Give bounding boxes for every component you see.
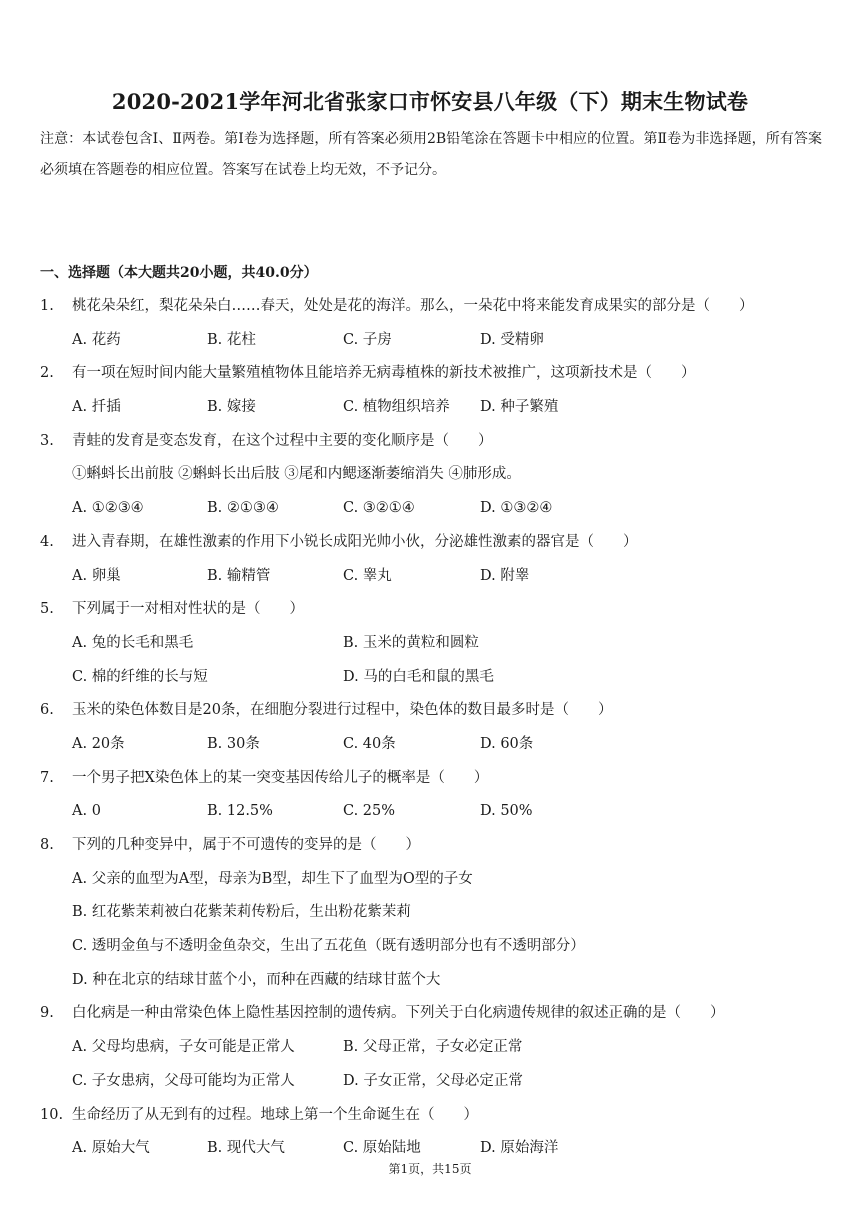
question-6 — [40, 698, 830, 765]
question-stem: 玉米的染色体数目是20条，在细胞分裂进行过程中，染色体的数目最多时是（ ） — [72, 702, 613, 719]
question-stem: 进入青春期，在雄性激素的作用下小锐长成阳光帅小伙，分泌雄性激素的器官是（ ） — [72, 533, 638, 550]
question-number: 2. — [40, 365, 54, 382]
section-title: 一、选择题（本大题共20小题，共40.0分） — [40, 265, 318, 281]
question-number: 10. — [40, 1106, 64, 1123]
option-c: C. ③②①④ — [343, 500, 415, 517]
option-d: D. 受精卵 — [480, 331, 544, 348]
option-a: A. 0 — [72, 803, 101, 820]
question-number: 3. — [40, 432, 54, 449]
option-c: C. 原始陆地 — [343, 1140, 421, 1157]
question-8 — [40, 833, 830, 1001]
option-b: B. 12.5% — [207, 803, 273, 820]
option-a: A. ①②③④ — [72, 500, 144, 517]
question-4 — [40, 530, 830, 597]
option-a: A. 原始大气 — [72, 1140, 150, 1157]
question-list — [40, 294, 830, 1170]
option-c: C. 25% — [343, 803, 396, 820]
option-b: B. ②①③④ — [207, 500, 279, 517]
option-a: A. 20条 — [72, 735, 125, 752]
option-b: B. 父母正常，子女必定正常 — [343, 1039, 523, 1056]
option-c: C. 子女患病，父母可能均为正常人 — [72, 1072, 295, 1089]
question-1 — [40, 294, 830, 361]
option-a: A. 父母均患病，子女可能是正常人 — [72, 1039, 295, 1056]
option-b: B. 花柱 — [207, 331, 256, 348]
option-c: C. 子房 — [343, 331, 392, 348]
question-stem: 一个男子把X染色体上的某一突变基因传给儿子的概率是（ ） — [72, 769, 489, 786]
option-c: C. 透明金鱼与不透明金鱼杂交，生出了五花鱼（既有透明部分也有不透明部分） — [72, 938, 585, 955]
option-c: C. 睾丸 — [343, 567, 392, 584]
question-stem: 生命经历了从无到有的过程。地球上第一个生命诞生在（ ） — [72, 1106, 478, 1123]
option-d: D. 50% — [480, 803, 533, 820]
option-d: D. 马的白毛和鼠的黑毛 — [343, 668, 494, 685]
option-d: D. 附睾 — [480, 567, 530, 584]
option-a: A. 兔的长毛和黑毛 — [72, 634, 194, 651]
exam-notice: 注意：本试卷包含Ⅰ、Ⅱ两卷。第Ⅰ卷为选择题，所有答案必须用2B铅笔涂在答题卡中相应的位置。第Ⅱ卷为非选择题，所有答案必须填在答题卷的相应位置。答案写在试卷上均无效，不予记分。 — [40, 131, 822, 178]
question-stem: 桃花朵朵红，梨花朵朵白……春天，处处是花的海洋。那么，一朵花中将来能发育成果实的部分是（ ） — [72, 298, 754, 314]
option-c: C. 植物组织培养 — [343, 399, 450, 416]
option-a: A. 花药 — [72, 331, 121, 348]
option-a: A. 父亲的血型为A型，母亲为B型，却生下了血型为O型的子女 — [72, 870, 473, 887]
option-b: B. 30条 — [207, 735, 260, 752]
question-number: 8. — [40, 837, 54, 853]
question-number: 4. — [40, 533, 54, 550]
option-b: B. 输精管 — [207, 567, 271, 584]
question-number: 9. — [40, 1005, 54, 1022]
question-number: 7. — [40, 769, 54, 786]
option-d: D. ①③②④ — [480, 500, 553, 517]
question-2 — [40, 361, 830, 428]
question-stem: 下列的几种变异中，属于不可遗传的变异的是（ ） — [72, 837, 420, 853]
question-7 — [40, 766, 830, 833]
option-b: B. 现代大气 — [207, 1140, 285, 1157]
question-stem: 青蛙的发育是变态发育，在这个过程中主要的变化顺序是（ ） — [72, 432, 493, 449]
option-d: D. 原始海洋 — [480, 1140, 559, 1157]
option-d: D. 60条 — [480, 735, 534, 752]
question-stem: 有一项在短时间内能大量繁殖植物体且能培养无病毒植株的新技术被推广，这项新技术是（ ） — [72, 365, 696, 382]
option-c: C. 棉的纤维的长与短 — [72, 668, 208, 685]
question-stem: 下列属于一对相对性状的是（ ） — [72, 601, 304, 618]
question-9 — [40, 1001, 830, 1102]
question-number: 5. — [40, 601, 54, 618]
question-number: 6. — [40, 702, 54, 719]
option-b: B. 红花紫茉莉被白花紫茉莉传粉后，生出粉花紫茉莉 — [72, 904, 411, 921]
option-c: C. 40条 — [343, 735, 396, 752]
option-b: B. 嫁接 — [207, 399, 256, 416]
page-footer: 第1页，共15页 — [388, 1162, 472, 1176]
option-d: D. 种在北京的结球甘蓝个小，而种在西藏的结球甘蓝个大 — [72, 971, 441, 988]
option-d: D. 种子繁殖 — [480, 399, 559, 416]
question-5 — [40, 597, 830, 698]
exam-title: 2020-2021学年河北省张家口市怀安县八年级（下）期末生物试卷 — [111, 89, 749, 114]
option-d: D. 子女正常，父母必定正常 — [343, 1072, 523, 1089]
question-number: 1. — [40, 298, 54, 314]
question-3 — [40, 429, 830, 530]
question-extra-line: ①蝌蚪长出前肢 ②蝌蚪长出后肢 ③尾和内鳃逐渐萎缩消失 ④肺形成。 — [72, 466, 521, 483]
option-a: A. 卵巢 — [72, 567, 121, 584]
question-stem: 白化病是一种由常染色体上隐性基因控制的遗传病。下列关于白化病遗传规律的叙述正确的是（ ） — [72, 1005, 725, 1022]
option-a: A. 扦插 — [72, 399, 121, 416]
option-b: B. 玉米的黄粒和圆粒 — [343, 634, 479, 651]
